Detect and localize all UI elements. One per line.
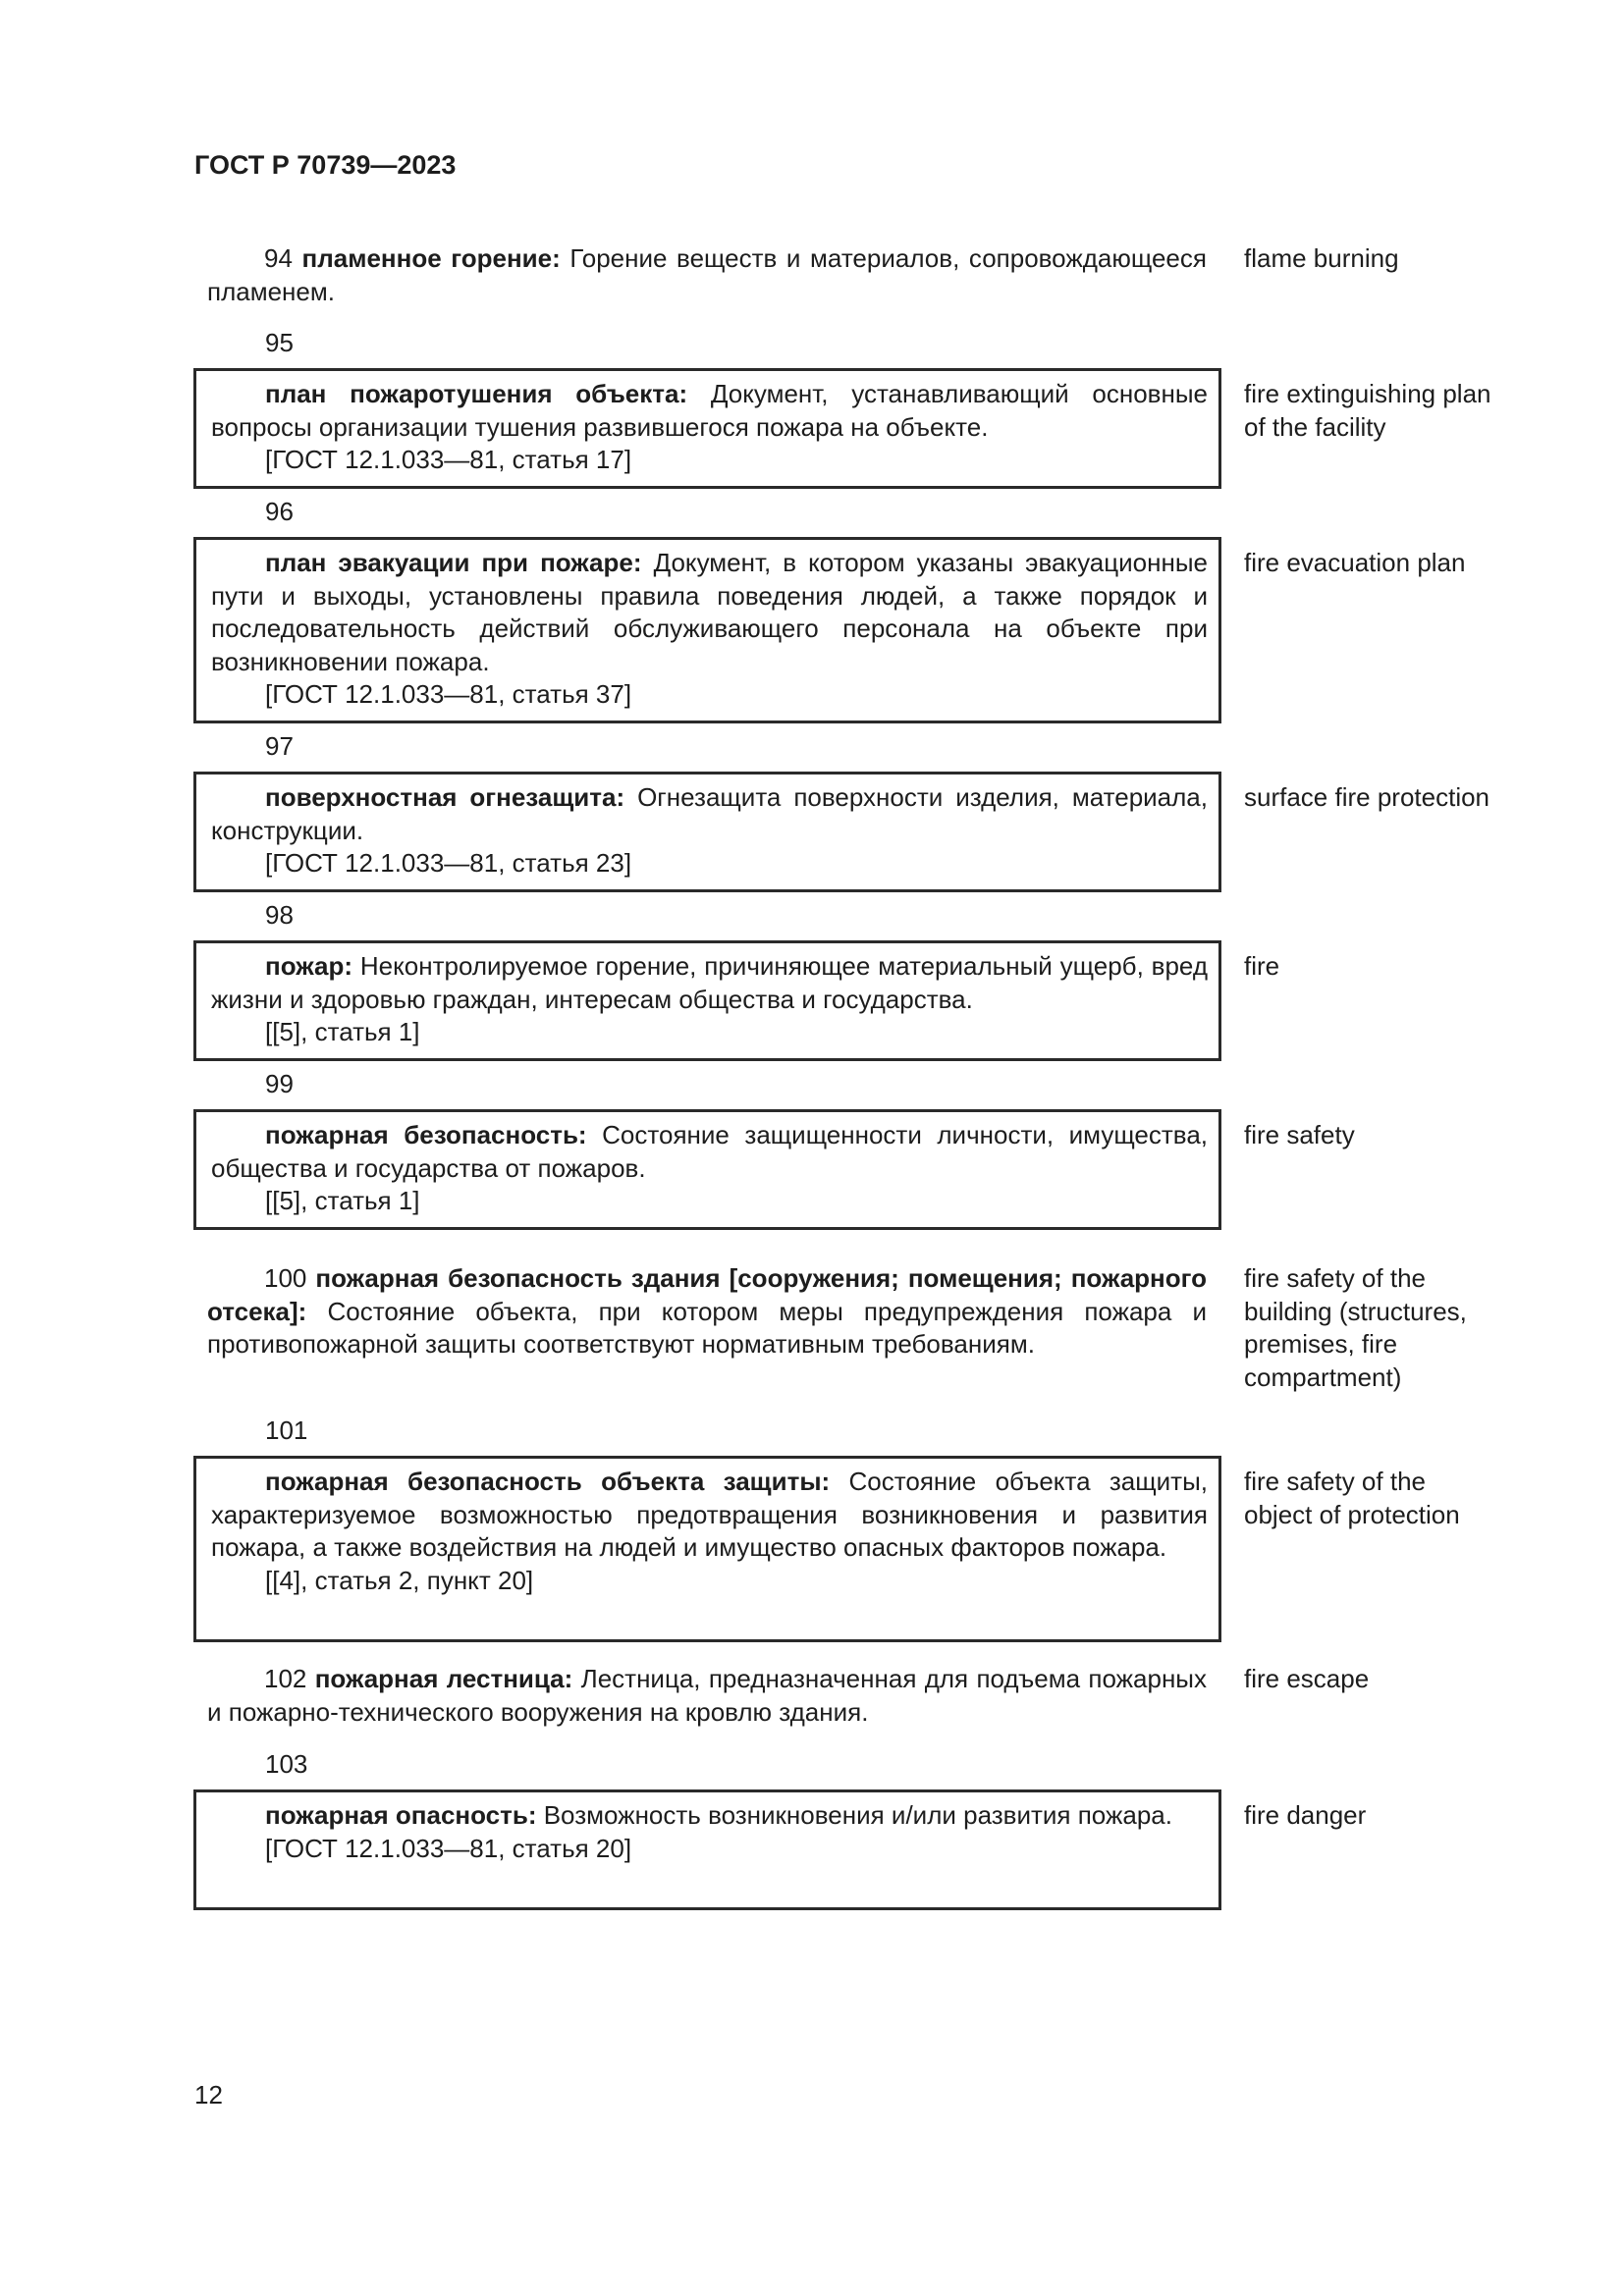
term-number: 102 [264,1664,307,1693]
definition: Состояние защищенности личности, имущества, общества и государства от пожаров. [211,1120,1208,1183]
definition-text [211,1466,1208,1597]
definition-text [207,242,1207,308]
definition-text [211,378,1208,477]
english-equivalent: fire evacuation plan [1244,548,1466,577]
definition-text [207,1262,1207,1362]
definition-text [211,1119,1208,1218]
definition: Документ, устанавливающий основные вопросы организации тушения развившегося пожара на объекте. [211,379,1208,442]
definition: Возможность возникновения и/или развития пожара. [536,1800,1172,1830]
source-reference: [ГОСТ 12.1.033—81, статья 20] [265,1833,632,1863]
term-number: 100 [264,1263,307,1293]
english-equivalent: fire safety of the object of protection [1244,1467,1460,1529]
english-equivalent: fire safety [1244,1120,1355,1149]
english-equivalent: fire extinguishing plan of the facility [1244,379,1491,442]
source-reference: [ГОСТ 12.1.033—81, статья 17] [265,445,632,474]
english-equivalent: fire escape [1244,1664,1370,1693]
term-name: пожарная безопасность здания [сооружения; помещения; пожарного отсека]: [207,1263,1207,1326]
term-name: поверхностная огнезащита: [265,782,625,812]
term-name: план пожаротушения объекта: [265,379,688,408]
definition-text [211,1799,1208,1865]
definition: Неконтролируемое горение, причиняющее материальный ущерб, вред жизни и здоровью граждан, интересам общества и государства. [211,951,1208,1014]
term-number: 101 [265,1415,308,1445]
term-number: 95 [265,328,294,357]
term-number: 103 [265,1749,308,1779]
definition: Документ, в котором указаны эвакуационные пути и выходы, установлены правила поведения людей, а также порядок и последовательность действий обслуживающего персонала на объекте при возникновении пожара. [211,548,1209,676]
definition: Огнезащита поверхности изделия, материала, конструкции. [211,782,1208,845]
definition: Состояние объекта, при котором меры предупреждения пожара и противопожарной защиты соответствуют нормативным требованиям. [207,1296,1207,1359]
source-reference: [[4], статья 2, пункт 20] [265,1565,534,1595]
source-reference: [[5], статья 1] [265,1186,420,1215]
definition: Горение веществ и материалов, сопровождающееся пламенем. [207,243,1207,306]
definition-text [211,950,1208,1049]
source-reference: [ГОСТ 12.1.033—81, статья 23] [265,848,632,878]
english-equivalent: fire [1244,951,1280,981]
definition: Состояние объекта защиты, характеризуемое возможностью предотвращения возникновения и развития пожара, а также воздействия на людей и имущество опасных факторов пожара. [211,1467,1208,1562]
term-name: пламенное горение: [301,243,561,273]
english-equivalent: fire safety of the building (structures, premises, fire compartment) [1244,1263,1467,1392]
english-equivalent: surface fire protection [1244,782,1490,812]
term-name: план эвакуации при пожаре: [265,548,642,577]
term-number: 99 [265,1069,294,1098]
english-equivalent: fire danger [1244,1800,1367,1830]
term-name: пожарная лестница: [314,1664,573,1693]
term-name: пожарная безопасность: [265,1120,587,1149]
term-number: 94 [264,243,293,273]
term-number: 96 [265,497,294,526]
definition-text [211,781,1208,881]
term-number: 98 [265,900,294,930]
page-number: 12 [194,2080,223,2109]
definition-text [207,1663,1207,1729]
term-name: пожарная опасность: [265,1800,537,1830]
source-reference: [ГОСТ 12.1.033—81, статья 37] [265,679,632,709]
document-header: ГОСТ Р 70739—2023 [194,150,457,180]
english-equivalent: flame burning [1244,243,1399,273]
term-name: пожар: [265,951,352,981]
source-reference: [[5], статья 1] [265,1017,420,1046]
definition-text [211,547,1208,712]
term-name: пожарная безопасность объекта защиты: [265,1467,831,1496]
definition: Лестница, предназначенная для подъема пожарных и пожарно-технического вооружения на кровлю здания. [207,1664,1207,1727]
term-number: 97 [265,731,294,761]
